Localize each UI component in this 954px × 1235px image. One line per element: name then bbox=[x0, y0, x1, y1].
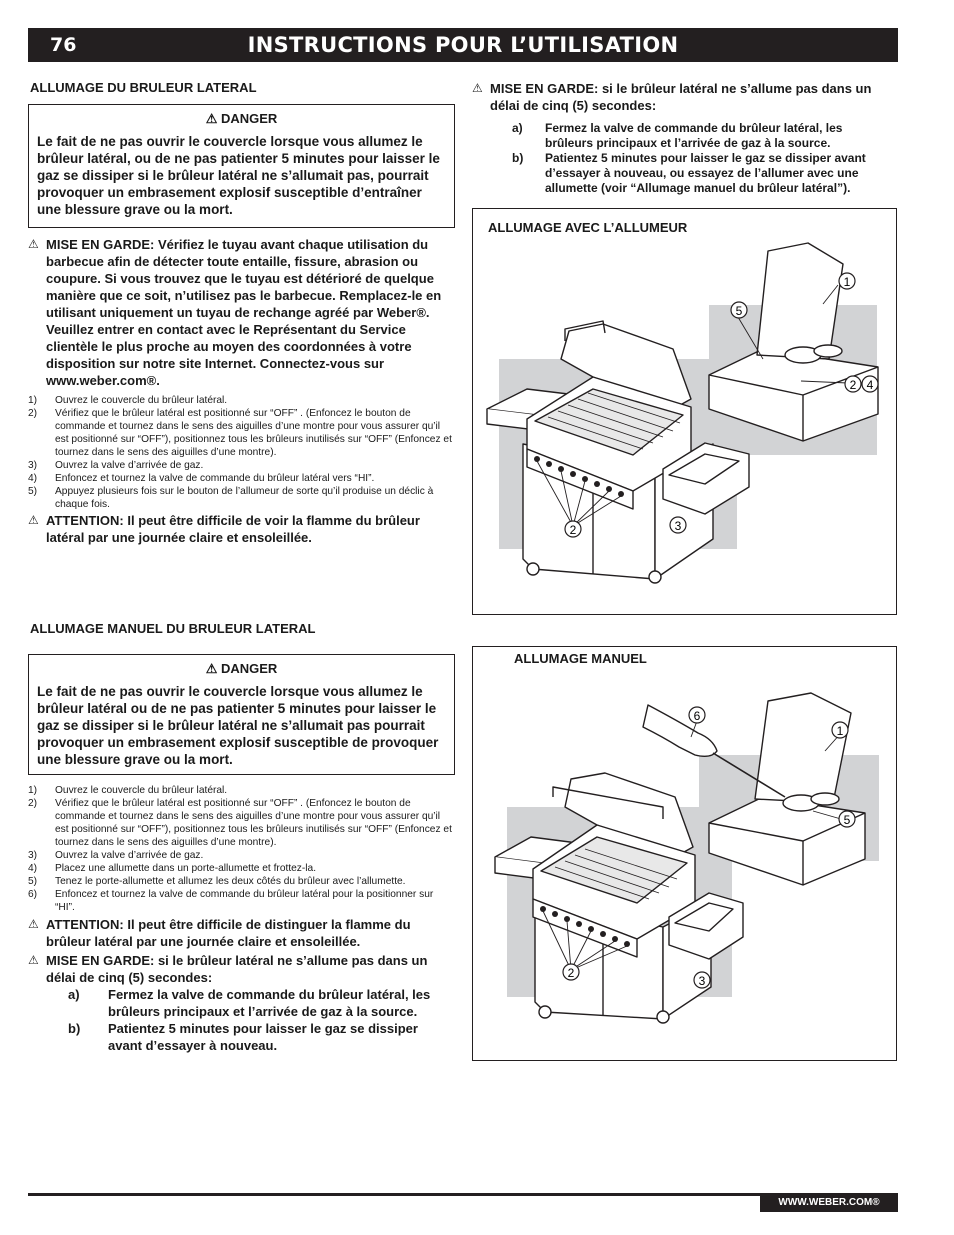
callout-2 bbox=[565, 521, 581, 537]
warning-triangle-icon: ⚠ bbox=[28, 513, 39, 527]
svg-text:2: 2 bbox=[567, 966, 575, 980]
svg-text:6: 6 bbox=[693, 709, 701, 723]
svg-text:3: 3 bbox=[698, 974, 706, 988]
svg-text:1: 1 bbox=[843, 275, 851, 289]
step-list-1 bbox=[28, 394, 454, 511]
figure-manual-lighting bbox=[472, 646, 897, 1061]
svg-text:2: 2 bbox=[849, 378, 857, 392]
step-list-2 bbox=[28, 784, 454, 914]
list-item: 3) Ouvrez la valve d’arrivée de gaz. bbox=[28, 460, 204, 471]
warning-sub-list bbox=[512, 121, 892, 196]
list-item: 1) Ouvrez le couvercle du brûleur latéral. bbox=[28, 785, 228, 796]
callout-3 bbox=[670, 517, 686, 533]
figure-title: ALLUMAGE MANUEL bbox=[514, 651, 647, 666]
grill-illustration-1 bbox=[473, 209, 895, 613]
list-item: a) Fermez la valve de commande du brûleur latéral, les brûleurs principaux et l’arrivée de gaz à la source. bbox=[512, 121, 843, 150]
warning-no-ignite-2: ⚠ MISE EN GARDE: si le brûleur latéral ne s’allume pas dans un délai de cinq (5) secondes: bbox=[28, 953, 428, 985]
svg-text:5: 5 bbox=[735, 304, 743, 318]
list-item: 3) Ouvrez la valve d’arrivée de gaz. bbox=[28, 850, 204, 861]
footer-website-link[interactable]: WWW.WEBER.COM® bbox=[760, 1193, 898, 1212]
list-item: b) Patientez 5 minutes pour laisser le gaz se dissiper avant d’essayer à nouveau, ou essayez de l’allumer avec une allumette (voir “Allumage manuel du brûleur latéral”). bbox=[512, 151, 866, 195]
figure-igniter-lighting bbox=[472, 208, 897, 615]
callout-6 bbox=[689, 707, 705, 723]
list-item: 1) Ouvrez le couvercle du brûleur latéral. bbox=[28, 395, 228, 406]
list-item: b) Patientez 5 minutes pour laisser le gaz se dissiper avant d’essayer à nouveau. bbox=[68, 1021, 418, 1053]
callout-5 bbox=[839, 811, 855, 827]
list-item: 2) Vérifiez que le brûleur latéral est positionné sur “OFF” . (Enfoncez le bouton de commande et tournez dans le sens des aiguilles d’une montre pour vous assurer qu’il est positionné sur “OFF”), positionnez tous les brûleurs inutilisés sur “OFF” (Enfoncez et tournez dans le sens des aiguilles d’une montre). bbox=[28, 798, 452, 848]
grill-illustration-2 bbox=[473, 647, 895, 1059]
list-item: 4) Enfoncez et tournez la valve de commande du brûleur latéral vers “HI”. bbox=[28, 473, 375, 484]
callout-3 bbox=[694, 972, 710, 988]
warning-no-ignite: ⚠ MISE EN GARDE: si le brûleur latéral ne s’allume pas dans un délai de cinq (5) secondes: bbox=[472, 81, 872, 113]
attention-flame-1: ⚠ ATTENTION: Il peut être difficile de voir la flamme du brûleur latéral par une journée claire et ensoleillée. bbox=[28, 513, 420, 545]
warning-text: MISE EN GARDE: Vérifiez le tuyau avant chaque utilisation du barbecue afin de détecter toute entaille, fissure, abrasion ou coupure. Si vous trouvez que le tuyau est détérioré de quelque manière que ce soit, n’utilisez pas le barbecue. Remplacez-le en utilisant uniquement un tuyau de rechange agréé par Weber®. Veuillez entrer en contact avec le Représentant du Service clientèle le plus proche au moyen des coordonnées à votre disposition sur notre site Internet. Connectez-vous sur www.weber.com®. bbox=[46, 237, 442, 388]
callout-2 bbox=[563, 964, 579, 980]
list-item: a) Fermez la valve de commande du brûleur latéral, les brûleurs principaux et l’arrivée de gaz à la source. bbox=[68, 987, 431, 1019]
warning-triangle-icon: ⚠ bbox=[28, 953, 39, 967]
list-item: 6) Enfoncez et tournez la valve de commande du brûleur latéral pour la positionner sur “HI”. bbox=[28, 889, 434, 913]
danger-text: Le fait de ne pas ouvrir le couvercle lorsque vous allumez le brûleur latéral ou de ne pas patienter 5 minutes pour laisser le gaz se dissiper si le brûleur latéral ne s’allumait pas pourrait provoquer un embrasement explosif susceptible de provoquer une blessure grave ou la mort. bbox=[37, 684, 439, 767]
warning-sub-list-2 bbox=[68, 986, 454, 1054]
callout-1 bbox=[832, 722, 848, 738]
svg-text:2: 2 bbox=[569, 523, 577, 537]
page-number: 76 bbox=[50, 34, 77, 56]
list-item: 5) Tenez le porte-allumette et allumez les deux côtés du brûleur avec l’allumette. bbox=[28, 876, 406, 887]
section-title-manual-lighting: ALLUMAGE MANUEL DU BRULEUR LATERAL bbox=[30, 621, 316, 636]
section-title-lateral-burner: ALLUMAGE DU BRULEUR LATERAL bbox=[30, 80, 257, 95]
danger-box-2 bbox=[28, 654, 455, 775]
svg-text:3: 3 bbox=[674, 519, 682, 533]
attention-flame-2: ⚠ ATTENTION: Il peut être difficile de distinguer la flamme du brûleur latéral par une journée claire et ensoleillée. bbox=[28, 917, 411, 949]
page-header bbox=[28, 28, 898, 62]
svg-text:1: 1 bbox=[836, 724, 844, 738]
danger-text: Le fait de ne pas ouvrir le couvercle lorsque vous allumez le brûleur latéral, ou de ne pas patienter 5 minutes pour laisser le gaz se dissiper si le brûleur latéral ne s’allumait pas, pourrait provoquer un embrasement explosif susceptible d’entraîner une blessure grave ou la mort. bbox=[37, 134, 440, 217]
list-item: 2) Vérifiez que le brûleur latéral est positionné sur “OFF” . (Enfoncez le bouton de commande et tournez dans le sens des aiguilles d’une montre pour vous assurer qu’il est positionné sur “OFF”), positionnez tous les brûleurs inutilisés sur “OFF” (Enfoncez et tournez dans le sens des aiguilles d’une montre). bbox=[28, 408, 452, 458]
callout-2 bbox=[845, 376, 861, 392]
callout-4 bbox=[862, 376, 878, 392]
page-title: INSTRUCTIONS POUR L’UTILISATION bbox=[247, 33, 679, 57]
svg-text:5: 5 bbox=[843, 813, 851, 827]
callout-5 bbox=[731, 302, 747, 318]
danger-box-1 bbox=[28, 104, 455, 228]
list-item: 5) Appuyez plusieurs fois sur le bouton de l’allumeur de sorte qu’il produise un déclic à chaque fois. bbox=[28, 486, 434, 510]
warning-hose bbox=[28, 236, 454, 389]
danger-heading: ⚠ DANGER bbox=[205, 661, 278, 676]
warning-triangle-icon: ⚠ bbox=[28, 917, 39, 931]
callout-1 bbox=[839, 273, 855, 289]
figure-title: ALLUMAGE AVEC L’ALLUMEUR bbox=[488, 220, 688, 235]
danger-heading: ⚠ DANGER bbox=[205, 111, 278, 126]
list-item: 4) Placez une allumette dans un porte-allumette et frottez-la. bbox=[28, 863, 317, 874]
warning-triangle-icon: ⚠ bbox=[28, 237, 39, 251]
svg-text:4: 4 bbox=[866, 378, 874, 392]
warning-triangle-icon: ⚠ bbox=[472, 81, 483, 95]
